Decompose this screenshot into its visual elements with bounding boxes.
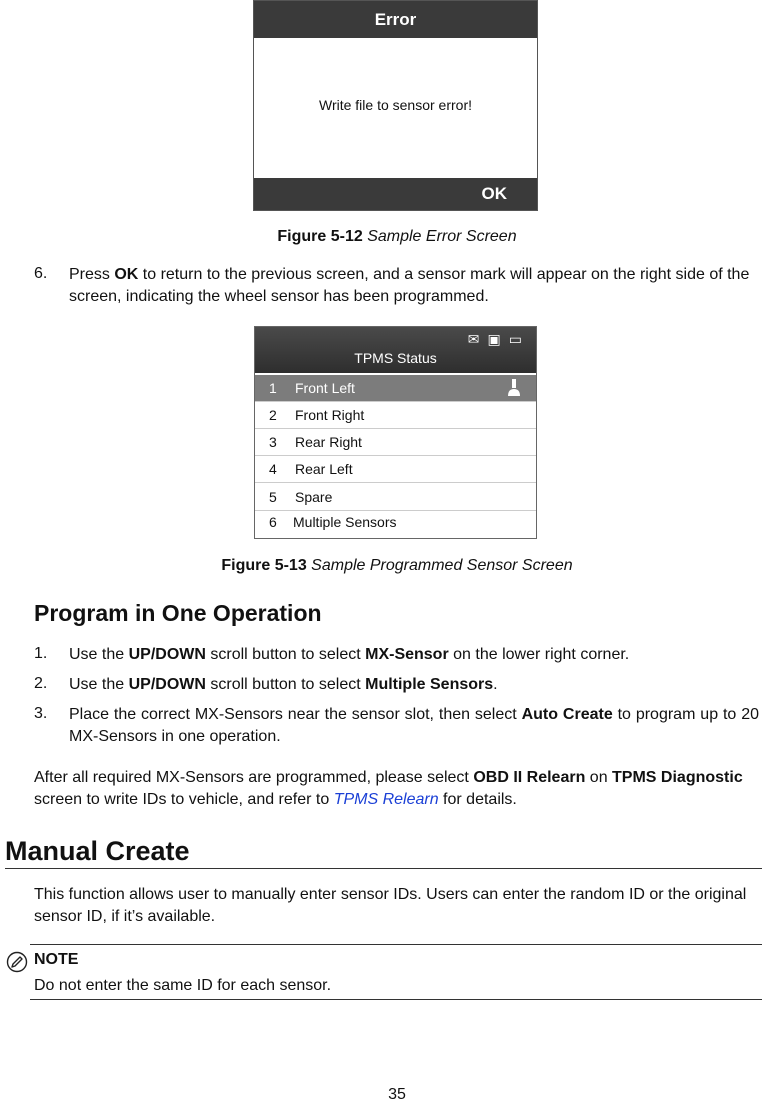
- tpms-row-spare[interactable]: [255, 484, 536, 511]
- battery-icon: ▭: [508, 331, 530, 347]
- car-icon: ▣: [487, 331, 509, 347]
- program-step-3: [69, 704, 759, 748]
- error-title: Error: [254, 1, 537, 38]
- para-text: screen to write IDs to vehicle, and refer to: [34, 791, 334, 808]
- step-number: 6.: [34, 265, 48, 282]
- step-text: Press: [69, 266, 115, 283]
- para-text: for details.: [438, 791, 517, 808]
- error-screen-figure: [253, 0, 538, 211]
- ok-button[interactable]: OK: [481, 184, 507, 203]
- row-number: 3: [269, 434, 277, 450]
- step-text: to program up to 20 MX-Sensors in one operation.: [69, 706, 759, 745]
- step-text: .: [493, 676, 498, 693]
- row-number: 4: [269, 461, 277, 477]
- step-text: Use the: [69, 646, 129, 663]
- step-bold: UP/DOWN: [128, 676, 206, 693]
- para-text: on: [585, 769, 613, 786]
- figure-5-13-caption: [0, 557, 762, 575]
- step-text: on the lower right corner.: [448, 646, 630, 663]
- after-programmed-paragraph: [34, 767, 759, 811]
- tpms-header: [255, 327, 536, 373]
- row-label: Multiple Sensors: [293, 514, 397, 530]
- tpms-row-rear-right[interactable]: [255, 429, 536, 456]
- manual-create-heading: Manual Create: [5, 836, 190, 866]
- step-text: scroll button to select: [205, 646, 366, 663]
- tpms-status-figure: [254, 326, 537, 539]
- step-text: Place the correct MX-Sensors near the sensor slot, then select: [69, 706, 522, 723]
- row-label: Front Left: [295, 380, 355, 396]
- row-number: 1: [269, 380, 277, 396]
- row-label: Front Right: [295, 407, 365, 423]
- para-bold: OBD II Relearn: [473, 769, 586, 786]
- tpms-row-multiple-sensors[interactable]: [255, 509, 536, 536]
- pencil-icon: [6, 951, 28, 973]
- para-text: After all required MX-Sensors are programmed, please select: [34, 769, 474, 786]
- note-top-rule: [30, 944, 762, 945]
- step-bold: Multiple Sensors: [365, 676, 494, 693]
- tpms-row-front-right[interactable]: [255, 402, 536, 429]
- row-number: 5: [269, 489, 277, 505]
- caption-text: Sample Error Screen: [367, 228, 517, 245]
- row-label: Spare: [295, 489, 333, 505]
- row-number: 2: [269, 407, 277, 423]
- mail-icon: ✉: [467, 331, 488, 347]
- figure-5-12-caption: [0, 228, 762, 246]
- step-text: scroll button to select: [205, 676, 366, 693]
- tpms-row-front-left[interactable]: [255, 375, 536, 402]
- step-number: 1.: [34, 645, 48, 662]
- status-icons: [468, 331, 530, 348]
- step-bold: Auto Create: [521, 706, 613, 723]
- caption-label: Figure 5-13: [221, 557, 307, 574]
- program-heading: Program in One Operation: [34, 600, 322, 626]
- caption-label: Figure 5-12: [277, 228, 363, 245]
- note-bottom-rule: [30, 999, 762, 1000]
- step-text: to return to the previous screen, and a sensor mark will appear on the right side of the screen, indicating the wheel sensor has been programmed.: [69, 266, 750, 305]
- row-label: Rear Left: [295, 461, 353, 477]
- caption-text: Sample Programmed Sensor Screen: [311, 557, 573, 574]
- page-number: 35: [388, 1086, 406, 1103]
- error-message: Write file to sensor error!: [318, 97, 472, 113]
- tpms-title: TPMS Status: [354, 350, 437, 366]
- para-bold: TPMS Diagnostic: [612, 769, 743, 786]
- step-6-text: [69, 264, 759, 308]
- heading-rule: [5, 868, 762, 869]
- step-text: Use the: [69, 676, 129, 693]
- program-step-2: [69, 674, 759, 696]
- step-bold: OK: [114, 266, 139, 283]
- row-number: 6: [269, 514, 277, 530]
- tpms-row-rear-left[interactable]: [255, 456, 536, 483]
- step-number: 2.: [34, 675, 48, 692]
- step-bold: MX-Sensor: [365, 646, 449, 663]
- error-footer-bar: [254, 178, 537, 210]
- step-number: 3.: [34, 705, 48, 722]
- tpms-relearn-link[interactable]: TPMS Relearn: [333, 791, 439, 808]
- program-step-1: [69, 644, 759, 666]
- step-bold: UP/DOWN: [128, 646, 206, 663]
- manual-create-text: This function allows user to manually enter sensor IDs. Users can enter the random ID or the original sensor ID, if it’s available.: [34, 886, 747, 925]
- row-label: Rear Right: [295, 434, 362, 450]
- note-title: NOTE: [34, 951, 79, 968]
- sensor-mark-icon: [506, 378, 522, 398]
- note-text: Do not enter the same ID for each sensor.: [34, 977, 332, 994]
